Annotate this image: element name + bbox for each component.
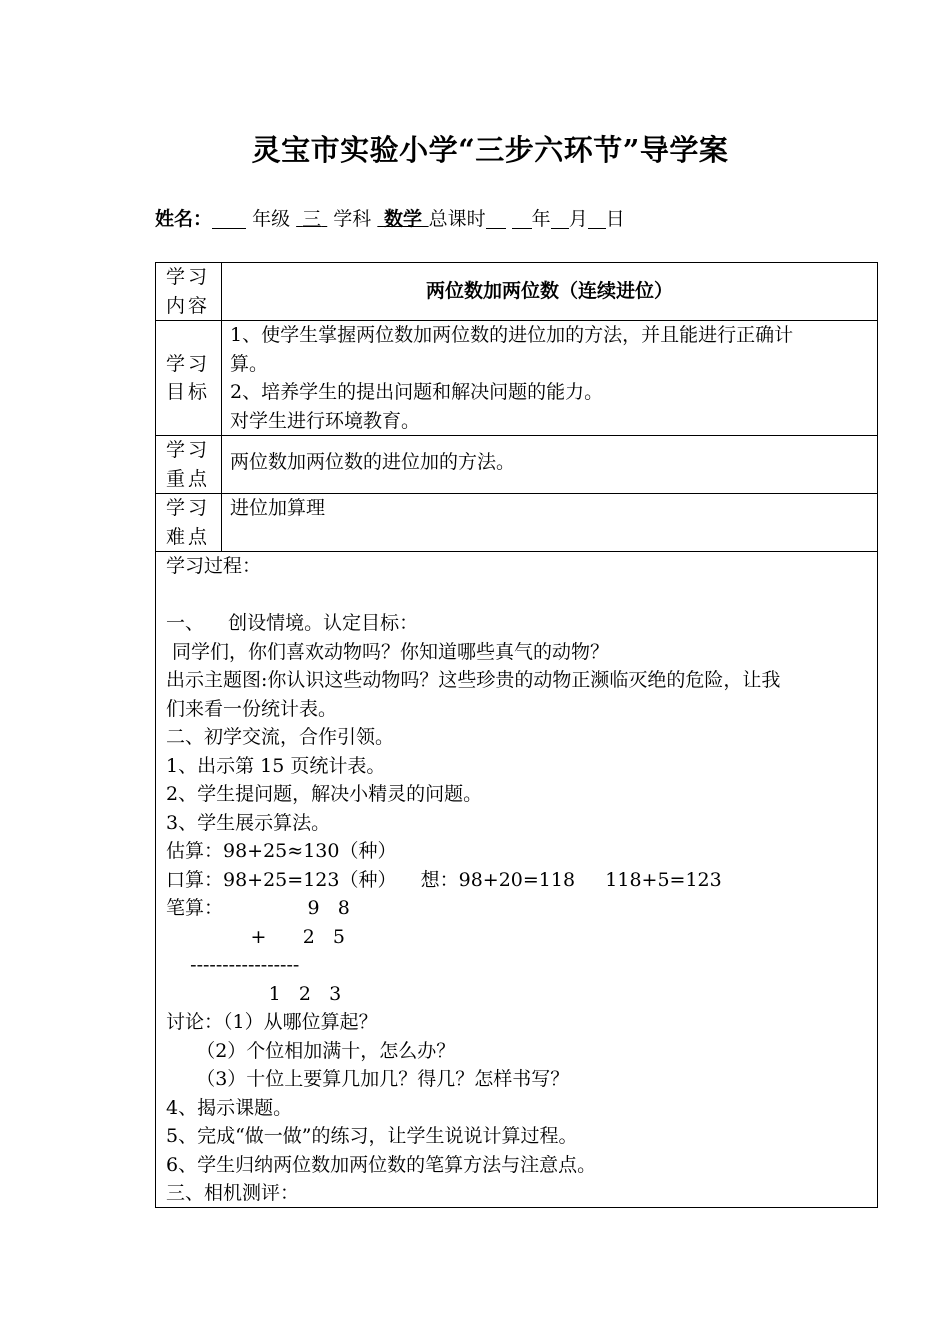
process-line (166, 581, 867, 610)
process-line: 学习过程： (166, 555, 262, 577)
difficulty-value: 进位加算理 (222, 494, 878, 552)
process-line: 3、学生展示算法。 (166, 811, 331, 834)
hours-label: 总课时 (428, 208, 486, 230)
subject-value: 数学 (383, 208, 422, 230)
process-line: + 2 5 (166, 925, 346, 948)
process-body (156, 552, 878, 1208)
process-line: 4、揭示课题。 (166, 1096, 293, 1119)
process-line: （2）个位相加满十，怎么办？ (166, 1039, 456, 1062)
row-goals (156, 321, 878, 436)
process-line: 们来看一份统计表。 (166, 697, 338, 720)
day-label: 日 (605, 208, 625, 230)
row-process (156, 552, 878, 1208)
process-line: 笔算： 9 8 (166, 897, 350, 919)
goals-value (222, 321, 878, 436)
process-line: 1、出示第 15 页统计表。 (166, 754, 386, 777)
goal-line: 1、使学生掌握两位数加两位数的进位加的方法，并且能进行正确计 (230, 324, 794, 346)
label-goals: 学习 目标 (156, 321, 222, 436)
label-difficulty: 学习 难点 (156, 494, 222, 552)
process-line: 二、初学交流，合作引领。 (166, 726, 395, 748)
row-difficulty (156, 494, 878, 552)
subject-label: 学科 (333, 208, 372, 230)
hours-blank (486, 208, 506, 229)
process-line: 6、学生归纳两位数加两位数的笔算方法与注意点。 (166, 1153, 597, 1176)
key-value: 两位数加两位数的进位加的方法。 (222, 436, 878, 494)
month-label: 月 (568, 208, 588, 230)
month-blank (551, 208, 569, 229)
process-line: 一、 创设情境。认定目标： (166, 612, 419, 634)
label-key: 学习 重点 (156, 436, 222, 494)
process-line: 出示主题图:你认识这些动物吗？这些珍贵的动物正濒临灭绝的危险，让我 (166, 669, 781, 691)
hours-blank-2 (512, 208, 532, 229)
process-line: 口算：98+25=123（种） 想：98+20=118 118+5=123 (166, 868, 722, 891)
row-content (156, 263, 878, 321)
year-label: 年 (531, 208, 551, 230)
header-info (155, 204, 625, 231)
process-line: 5、完成“做一做”的练习，让学生说说计算过程。 (166, 1125, 578, 1147)
grade-value: 三 (302, 208, 322, 230)
process-line: 1 2 3 (166, 982, 342, 1005)
process-line: 估算：98+25≈130（种） (166, 840, 397, 862)
name-blank (212, 208, 246, 229)
name-label: 姓名： (155, 208, 213, 230)
goal-line: 算。 (230, 352, 269, 375)
grade-label: 年级 (252, 208, 291, 230)
content-value: 两位数加两位数（连续进位） (222, 263, 878, 321)
process-line: ----------------- (166, 954, 300, 976)
process-line: （3）十位上要算几加几？得几？怎样书写？ (166, 1068, 570, 1090)
goal-line: 2、培养学生的提出问题和解决问题的能力。 (230, 381, 604, 403)
process-line: 同学们，你们喜欢动物吗？你知道哪些真气的动物？ (166, 640, 610, 663)
lesson-plan-table (155, 262, 878, 1208)
goal-line: 对学生进行环境教育。 (230, 409, 421, 432)
row-key (156, 436, 878, 494)
process-line: 三、相机测评： (166, 1182, 300, 1204)
process-line: 2、学生提问题，解决小精灵的问题。 (166, 783, 483, 805)
process-line: 讨论：（1）从哪位算起？ (166, 1011, 378, 1033)
label-content: 学习 内容 (156, 263, 222, 321)
day-blank (588, 208, 606, 229)
process-lines (166, 552, 867, 1207)
page-title: 灵宝市实验小学“三步六环节”导学案 (251, 133, 729, 167)
